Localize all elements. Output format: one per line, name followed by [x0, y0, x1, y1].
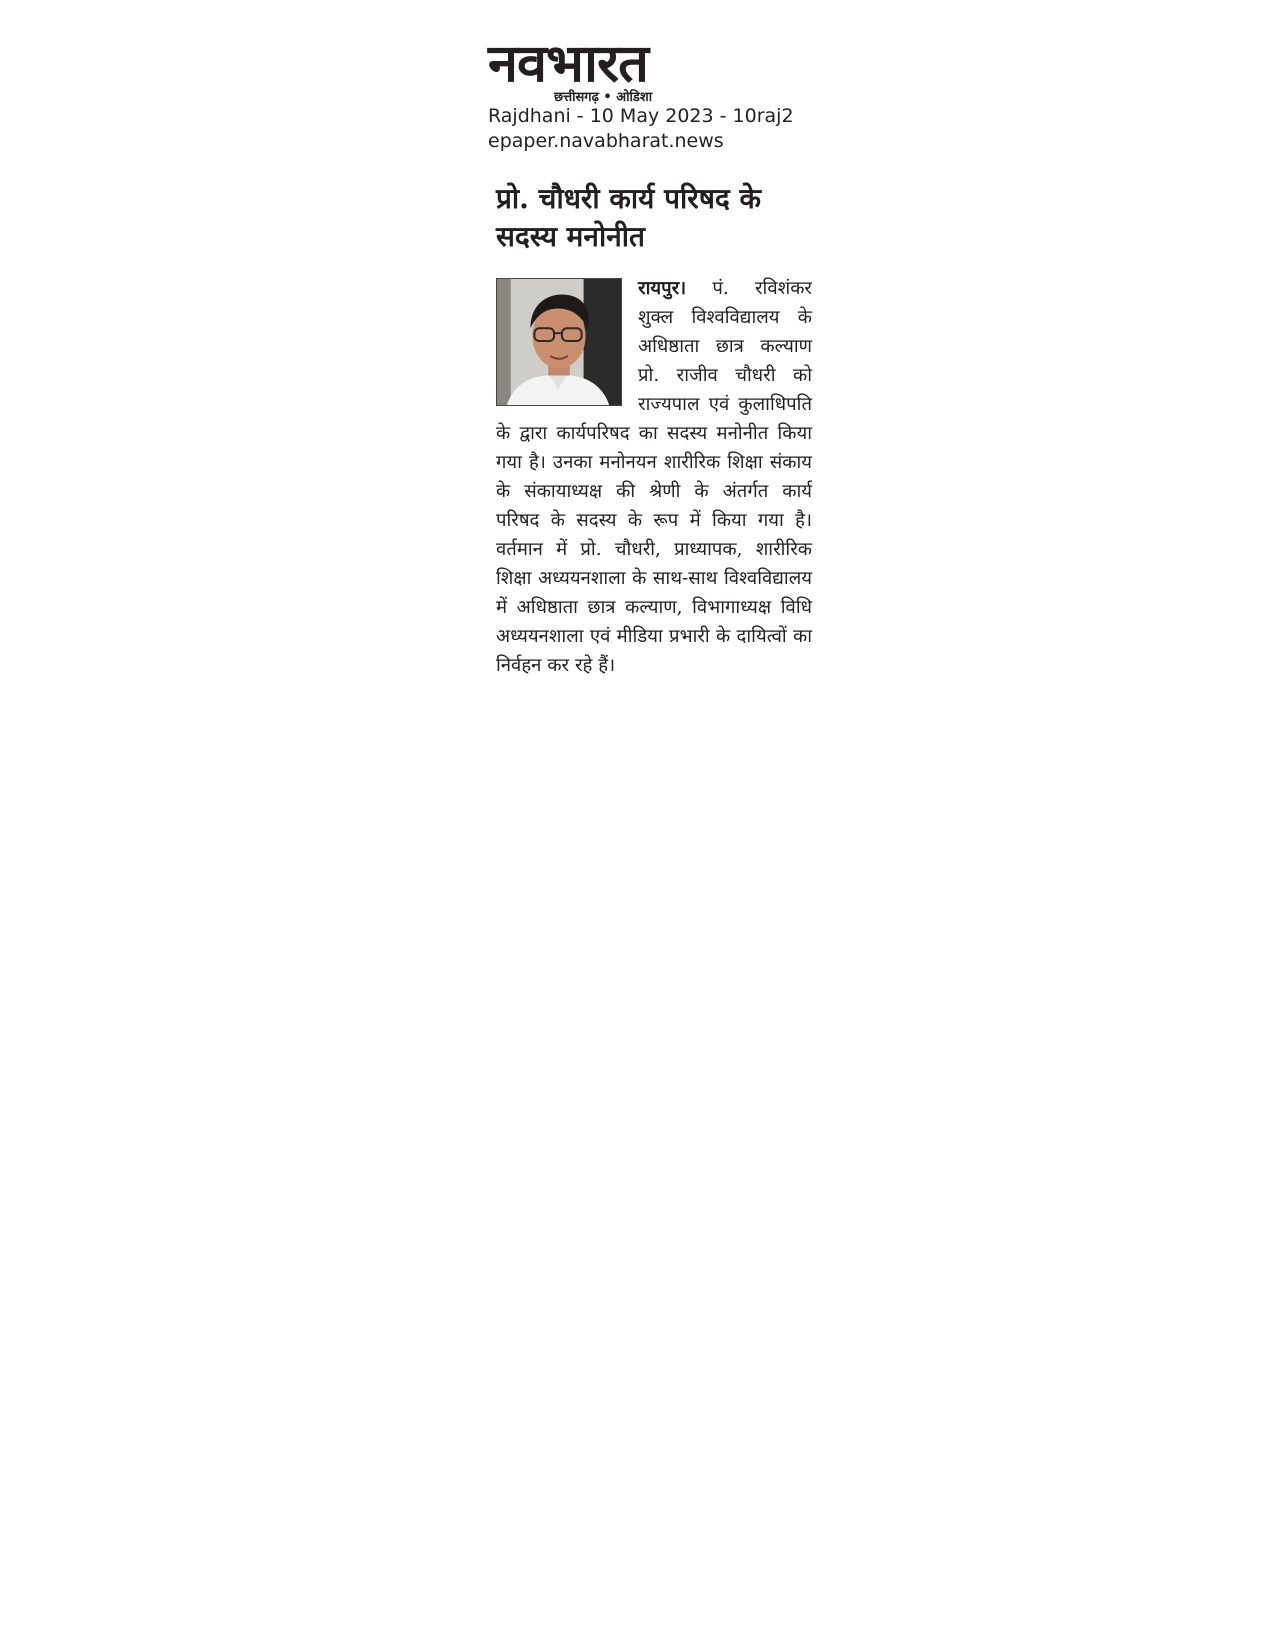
article-headline: प्रो. चौधरी कार्य परिषद के सदस्य मनोनीत — [496, 182, 762, 253]
edition-regions: छत्तीसगढ़ • ओडिशा — [554, 90, 653, 105]
article-text: पं. रविशंकर शुक्ल विश्वविद्यालय के अधिष्ठाता छात्र कल्याण प्रो. राजीव चौधरी को राज्यपाल एवं कुलाधिपति के द्वारा कार्यपरिषद का सदस्य मनोनीत किया गया है। उनका मनोनयन शारीरिक शिक्षा संकाय के संकायाध्यक्ष की श्रेणी के अंतर्गत कार्य परिषद के सदस्य के रूप में किया गया है। वर्तमान में प्रो. चौधरी, प्राध्यापक, शारीरिक शिक्षा अध्ययनशाला के साथ-साथ विश्वविद्यालय में अधिष्ठाता छात्र कल्याण, विभागाध्यक्ष विधि अध्ययनशाला एवं मीडिया प्रभारी के दायित्वों का निर्वहन कर रहे हैं। — [496, 278, 812, 676]
newspaper-clipping — [488, 36, 820, 680]
newspaper-logo: नवभारत — [488, 34, 648, 94]
edition-date-line: Rajdhani - 10 May 2023 - 10raj2 — [488, 105, 794, 127]
article-dateline: रायपुर। — [638, 278, 687, 299]
website-line: epaper.navabharat.news — [488, 130, 724, 152]
portrait-photo — [496, 278, 622, 406]
masthead — [488, 36, 728, 104]
article-body — [496, 274, 812, 680]
